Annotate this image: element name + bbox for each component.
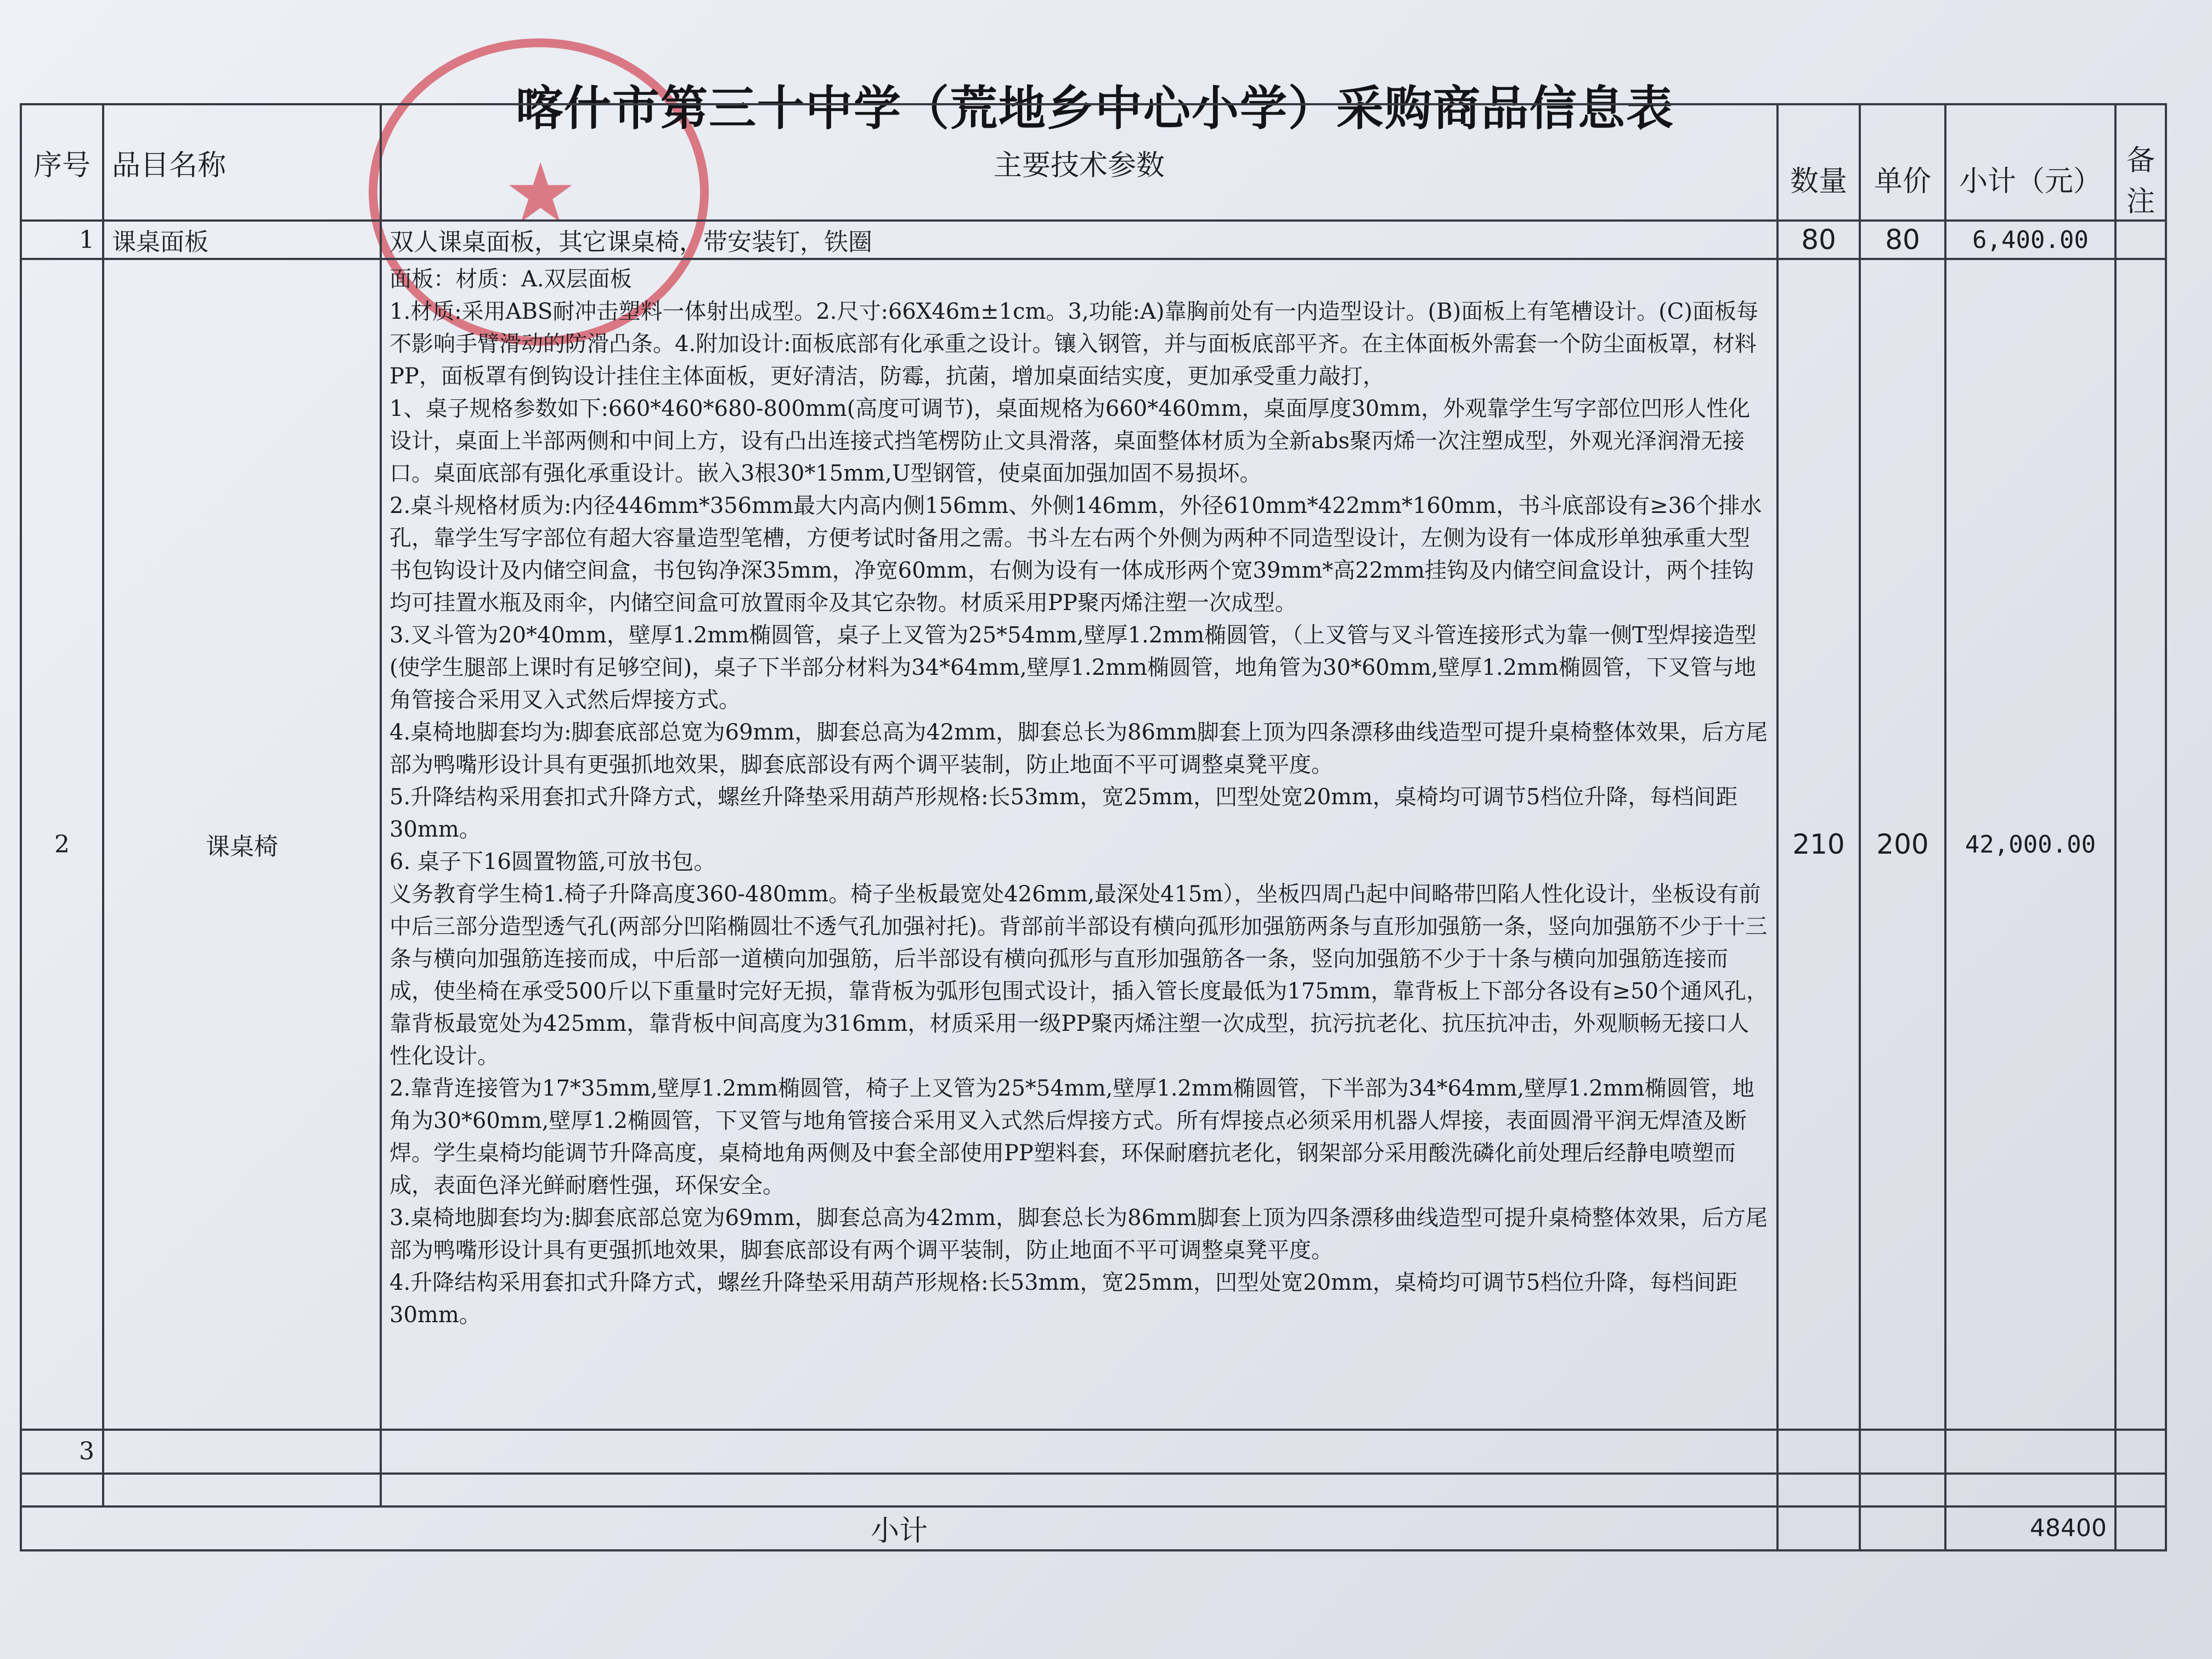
spec-paragraph: 义务教育学生椅1.椅子升降高度360-480mm。椅子坐板最宽处426mm,最深处415m），坐板四周凸起中间略带凹陷人性化设计，坐板设有前中后三部分造型透气孔(两部分凹陷椭圆壮不透气孔加强衬托)。背部前半部设有横向孤形加强筋两条与直形加强筋一条，竖向加强筋不少于十三条与横向加强筋连接而成，中后部一道横向加强筋，后半部设有横向孤形与直形加强筋各一条，竖向加强筋不少于十条与横向加强筋连接而成，使坐椅在承受500斤以下重量时完好无损，靠背板为弧形包围式设计，插入管长度最低为175mm，靠背板上下部分各设有≥50个通风孔，靠背板最宽处为425mm，靠背板中间高度为316mm，材质采用一级PP聚丙烯注塑一次成型，抗污抗老化、抗压抗冲击，外观顺畅无接口人性化设计。	[390, 882, 1768, 1069]
item-3-subtotal	[1945, 1430, 2115, 1474]
item-2-qty: 210	[1778, 259, 1860, 1429]
spec-paragraph: 5.升降结构采用套扣式升降方式，螺丝升降垫采用葫芦形规格:长53mm，宽25mm，凹型处宽20mm，桌椅均可调节5档位升降，每档间距30mm。	[390, 785, 1738, 843]
item-1-remark	[2115, 221, 2166, 259]
footer-label: 小计	[21, 1506, 1778, 1550]
spec-paragraph: 2.靠背连接管为17*35mm,壁厚1.2mm椭圆管，椅子上叉管为25*54mm,壁厚1.2mm椭圆管，下半部为34*64mm,壁厚1.2mm椭圆管，地角为30*60mm,壁厚1.2椭圆管，下叉管与地角管接合采用叉入式然后焊接方式。所有焊接点必须采用机器人焊接，表面圆滑平润无焊渣及断焊。学生桌椅均能调节升降高度，桌椅地角两侧及中套全部使用PP塑料套，环保耐磨抗老化，钢架部分采用酸洗磷化前处理后经静电喷塑而成，表面色泽光鲜耐磨性强，环保安全。	[390, 1076, 1754, 1199]
spec-paragraph: 3.叉斗管为20*40mm，壁厚1.2mm椭圆管，桌子上叉管为25*54mm,壁厚1.2mm椭圆管，（上叉管与叉斗管连接形式为靠一侧T型焊接造型(使学生腿部上课时有足够空间)，桌子下半部分材料为34*64mm,壁厚1.2mm椭圆管，地角管为30*60mm,壁厚1.2mm椭圆管，下叉管与地角管接合采用叉入式然后焊接方式。	[390, 623, 1757, 713]
header-params: 主要技术参数	[381, 104, 1778, 221]
header-remark-top	[2115, 104, 2166, 137]
table-row-item-2	[21, 259, 2166, 1429]
footer-total: 48400	[1945, 1506, 2115, 1550]
item-1-subtotal: 6,400.00	[1945, 221, 2115, 259]
header-subtotal-top	[1945, 104, 2115, 137]
header-subtotal: 小计（元）	[1945, 137, 2115, 221]
item-3-no: 3	[21, 1430, 103, 1474]
spec-paragraph: 面板：材质：A.双层面板	[390, 267, 632, 292]
table-row-empty	[21, 1474, 2166, 1506]
header-qty: 数量	[1778, 137, 1860, 221]
spec-paragraph: 4.升降结构采用套扣式升降方式，螺丝升降垫采用葫芦形规格:长53mm，宽25mm，凹型处宽20mm，桌椅均可调节5档位升降，每档间距30mm。	[390, 1270, 1738, 1328]
item-3-qty	[1778, 1430, 1860, 1474]
spec-paragraph: 3.桌椅地脚套均为:脚套底部总宽为69mm，脚套总高为42mm，脚套总长为86mm脚套上顶为四条漂移曲线造型可提升桌椅整体效果，后方尾部为鸭嘴形设计具有更强抓地效果，脚套底部设有两个调平装制，防止地面不平可调整桌凳平度。	[390, 1205, 1768, 1263]
item-1-params: 双人课桌面板，其它课桌椅，带安装钉，铁圈	[381, 221, 1778, 259]
item-2-subtotal: 42,000.00	[1945, 259, 2115, 1429]
table-row-footer	[21, 1506, 2166, 1550]
item-2-no: 2	[21, 259, 103, 1429]
item-2-price: 200	[1860, 259, 1945, 1429]
header-name: 品目名称	[103, 104, 381, 221]
table-row-item-1	[21, 221, 2166, 259]
spec-paragraph: 1.材质:采用ABS耐冲击塑料一体射出成型。2.尺寸:66X46m±1cm。3,功能:A)靠胸前处有一内造型设计。(B)面板上有笔槽设计。(C)面板每不影响手臂滑动的防滑凸条。4.附加设计:面板底部有化承重之设计。镶入钢管，并与面板底部平齐。在主体面板外需套一个防尘面板罩，材料PP，面板罩有倒钩设计挂住主体面板，更好清洁，防霉，抗菌，增加桌面结实度，更加承受重力敲打，	[390, 299, 1759, 390]
footer-price	[1860, 1506, 1945, 1550]
footer-qty	[1778, 1506, 1860, 1550]
footer-remark	[2115, 1506, 2166, 1550]
star-icon: ★	[504, 146, 578, 241]
item-2-name: 课桌椅	[103, 259, 381, 1429]
item-1-no: 1	[21, 221, 103, 259]
header-qty-top	[1778, 104, 1860, 137]
spec-paragraph: 4.桌椅地脚套均为:脚套底部总宽为69mm，脚套总高为42mm，脚套总长为86mm脚套上顶为四条漂移曲线造型可提升桌椅整体效果，后方尾部为鸭嘴形设计具有更强抓地效果，脚套底部设有两个调平装制，防止地面不平可调整桌凳平度。	[390, 720, 1768, 778]
item-2-remark	[2115, 259, 2166, 1429]
item-3-name	[103, 1430, 381, 1474]
header-price: 单价	[1860, 137, 1945, 221]
header-no: 序号	[21, 104, 103, 221]
item-3-price	[1860, 1430, 1945, 1474]
spec-paragraph: 6. 桌子下16圆置物篮,可放书包。	[390, 849, 716, 875]
item-2-params	[381, 259, 1778, 1429]
page-title: 喀什市第三十中学（荒地乡中心小学）采购商品信息表	[516, 81, 1674, 136]
item-3-remark	[2115, 1430, 2166, 1474]
item-1-price: 80	[1860, 221, 1945, 259]
item-1-qty: 80	[1778, 221, 1860, 259]
spec-paragraph: 2.桌斗规格材质为:内径446mm*356mm最大内高内侧156mm、外侧146mm，外径610mm*422mm*160mm，书斗底部设有≥36个排水孔，靠学生写字部位有超大容量造型笔槽，方便考试时备用之需。书斗左右两个外侧为两种不同造型设计，左侧为设有一体成形单独承重大型书包钩设计及内储空间盒，书包钩净深35mm，净宽60mm，右侧为设有一体成形两个宽39mm*高22mm挂钩及内储空间盒设计，两个挂钩均可挂置水瓶及雨伞，内储空间盒可放置雨伞及其它杂物。材质采用PP聚丙烯注塑一次成型。	[390, 493, 1762, 616]
header-price-top	[1860, 104, 1945, 137]
item-1-name: 课桌面板	[103, 221, 381, 259]
item-3-params	[381, 1430, 1778, 1474]
header-remark: 备注	[2115, 137, 2166, 221]
spec-paragraph: 1、桌子规格参数如下:660*460*680-800mm(高度可调节)，桌面规格为660*460mm，桌面厚度30mm，外观靠学生写字部位凹形人性化设计，桌面上半部两侧和中间上方，设有凸出连接式挡笔楞防止文具滑落，桌面整体材质为全新abs聚丙烯一次注塑成型，外观光泽润滑无接口。桌面底部有强化承重设计。嵌入3根30*15mm,U型钢管，使桌面加强加固不易损坏。	[390, 396, 1751, 487]
table-row	[21, 104, 2166, 137]
table-row-item-3	[21, 1430, 2166, 1474]
procurement-table	[20, 103, 2167, 1551]
